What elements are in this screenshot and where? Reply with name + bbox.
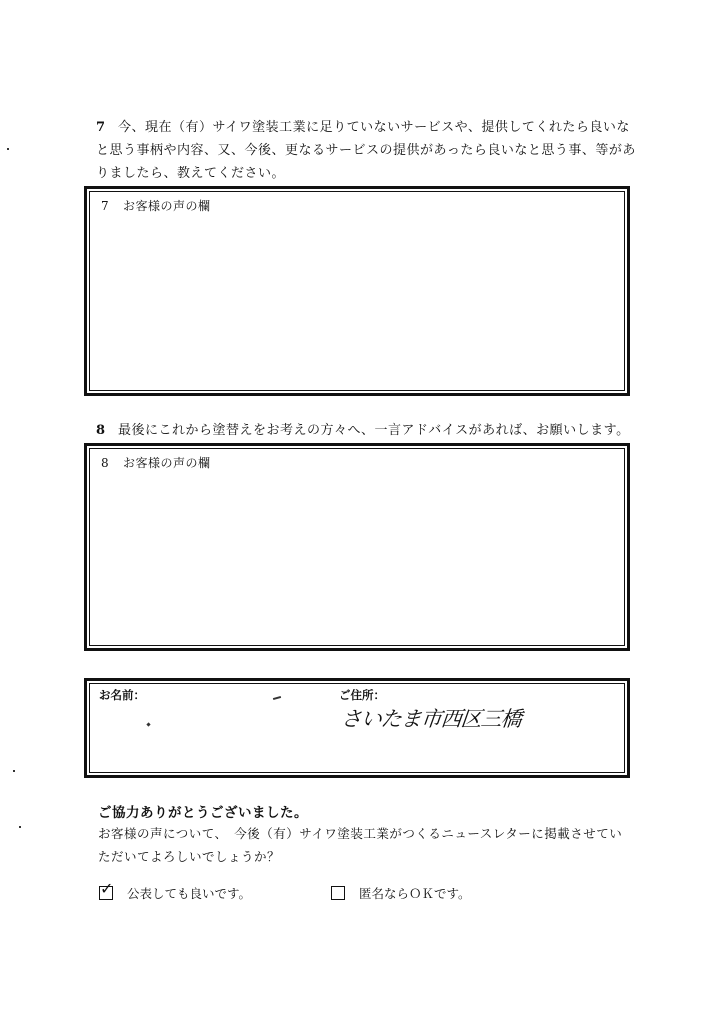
scan-speck: [19, 826, 21, 828]
question-7: [96, 116, 636, 185]
address-value: さいたま市西区三橋: [339, 707, 523, 731]
publish-question: お客様の声について、 今後（有）サイワ塗装工業がつくるニュースレターに掲載させていただいてよろしいでしょうか？: [98, 826, 623, 864]
answer-box-8-title: お客様の声の欄: [123, 456, 211, 470]
question-8: [96, 419, 656, 442]
option-anonymous-ok-label: 匿名ならＯＫです。: [359, 886, 471, 901]
question-8-text: 最後にこれから塗替えをお考えの方々へ、一言アドバイスがあれば、お願いします。: [118, 423, 630, 438]
answer-box-7-number: 7: [101, 199, 110, 213]
answer-box-8[interactable]: [84, 443, 630, 651]
option-anonymous-ok[interactable]: [331, 884, 471, 902]
check-mark-icon: ✓: [100, 879, 114, 898]
answer-box-7-label: [101, 197, 211, 214]
address-label: ご住所：: [339, 688, 385, 702]
option-publish-ok-label: 公表しても良いです。: [127, 886, 252, 901]
question-8-number: 8: [96, 423, 106, 438]
question-7-text: 今、現在（有）サイワ塗装工業に足りていないサービスや、提供してくれたら良いなと思う事柄や内容、又、今後、更なるサービスの提供があったら良いなと思う事、等がありましたら、教えてください。: [96, 120, 636, 181]
option-publish-ok[interactable]: [99, 879, 252, 902]
question-7-number: 7: [96, 120, 106, 135]
answer-box-7-title: お客様の声の欄: [123, 199, 211, 213]
scan-speck: [13, 770, 15, 772]
name-label: お名前：: [99, 688, 145, 702]
checkbox-anonymous-ok[interactable]: [331, 886, 345, 900]
answer-box-8-label: [101, 454, 211, 471]
checkbox-publish-ok[interactable]: [99, 879, 114, 900]
scan-speck: [7, 148, 9, 150]
answer-box-8-number: 8: [101, 456, 110, 470]
pen-mark: [273, 696, 281, 700]
answer-box-7[interactable]: [84, 186, 630, 396]
contact-box[interactable]: [84, 678, 630, 778]
pen-dot: [146, 722, 150, 726]
thanks-heading: ご協力ありがとうございました。: [98, 805, 308, 821]
